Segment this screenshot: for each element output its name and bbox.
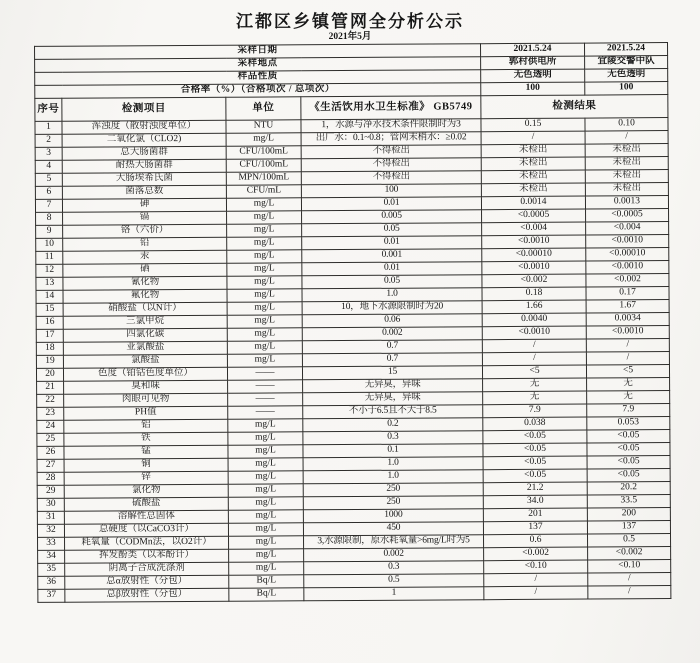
cell-result-1: <0.0005 <box>482 209 586 223</box>
cell-result-1: 7.9 <box>483 404 587 418</box>
report-month: 2021年5月 <box>328 32 372 42</box>
cell-item-name: 肉眼可见物 <box>64 393 228 407</box>
cell-result-1: 未检出 <box>481 183 585 197</box>
cell-unit: mg/L <box>229 549 304 562</box>
sample-property-label: 样品性质 <box>35 70 481 86</box>
cell-result-2: 0.17 <box>586 287 669 301</box>
cell-item-name: 臭和味 <box>64 380 228 394</box>
cell-item-name: 挥发酚类（以苯酚计） <box>65 549 229 563</box>
cell-standard: 250 <box>303 483 483 497</box>
cell-unit: mg/L <box>227 328 302 341</box>
cell-item-name: 铜 <box>64 458 228 472</box>
cell-standard: 0.01 <box>301 197 481 211</box>
cell-unit: mg/L <box>227 289 302 302</box>
cell-row-number: 3 <box>35 147 62 160</box>
sampling-location-label: 采样地点 <box>35 57 481 73</box>
cell-result-2: 0.10 <box>585 118 668 132</box>
cell-result-1: 201 <box>483 508 587 522</box>
cell-unit: mg/L <box>228 432 303 445</box>
cell-result-2: <0.10 <box>588 560 671 574</box>
cell-result-2: 未检出 <box>585 144 668 158</box>
cell-row-number: 29 <box>37 485 64 498</box>
cell-row-number: 8 <box>36 212 63 225</box>
cell-row-number: 18 <box>36 342 63 355</box>
cell-result-2: 未检出 <box>585 170 668 184</box>
cell-item-name: 阴离子合成洗涤剂 <box>65 562 229 576</box>
col-header-no: 序号 <box>35 98 62 121</box>
cell-row-number: 11 <box>36 251 63 264</box>
cell-item-name: 菌落总数 <box>62 185 226 199</box>
cell-standard: 0.7 <box>302 340 482 354</box>
cell-standard: 0.005 <box>302 210 482 224</box>
cell-item-name: 铅 <box>63 237 227 251</box>
cell-standard: 0.2 <box>303 418 483 432</box>
table-wrapper <box>0 42 700 603</box>
cell-result-1: 无 <box>483 378 587 392</box>
cell-item-name: 铁 <box>64 432 228 446</box>
cell-row-number: 20 <box>36 368 63 381</box>
cell-unit: mg/L <box>227 211 302 224</box>
cell-item-name: 铬（六价） <box>63 224 227 238</box>
cell-row-number: 7 <box>35 199 62 212</box>
cell-unit: mg/L <box>226 133 301 146</box>
cell-item-name: 硒 <box>63 263 227 277</box>
cell-standard: 无异臭，异味 <box>303 392 483 406</box>
cell-item-name: 铝 <box>64 419 228 433</box>
cell-unit: CFU/mL <box>226 185 301 198</box>
cell-result-2: 无 <box>587 391 670 405</box>
col-header-result: 检测结果 <box>481 95 668 119</box>
cell-unit: mg/L <box>227 224 302 237</box>
cell-row-number: 17 <box>36 329 63 342</box>
cell-unit: mg/L <box>229 562 304 575</box>
cell-result-2: <0.0005 <box>586 209 669 223</box>
cell-unit: mg/L <box>227 302 302 315</box>
cell-unit: CFU/100mL <box>226 159 301 172</box>
cell-item-name: 氯化物 <box>64 484 228 498</box>
cell-standard: 450 <box>303 522 483 536</box>
cell-item-name: 砷 <box>62 198 226 212</box>
cell-result-2: <0.05 <box>587 430 670 444</box>
cell-standard: 10，地下水源限制时为20 <box>302 301 482 315</box>
cell-standard: 0.5 <box>304 574 484 588</box>
cell-result-2: <5 <box>586 365 669 379</box>
sampling-location-value-2: 宜陵交警中队 <box>585 56 668 70</box>
cell-row-number: 9 <box>36 225 63 238</box>
cell-result-2: 0.5 <box>588 534 671 548</box>
cell-item-name: 硝酸盐（以N计） <box>63 302 227 316</box>
cell-result-1: / <box>482 352 586 366</box>
cell-unit: —— <box>228 406 303 419</box>
cell-result-2: 未检出 <box>585 157 668 171</box>
cell-result-2: <0.05 <box>587 456 670 470</box>
cell-result-2: 0.0013 <box>585 196 668 210</box>
cell-unit: mg/L <box>227 276 302 289</box>
cell-result-2: <0.05 <box>587 443 670 457</box>
cell-result-2: <0.002 <box>588 547 671 561</box>
cell-standard: 0.002 <box>304 548 484 562</box>
cell-unit: mg/L <box>227 263 302 276</box>
cell-standard: 不得检出 <box>301 171 481 185</box>
cell-row-number: 5 <box>35 173 62 186</box>
cell-item-name: PH值 <box>64 406 228 420</box>
cell-result-2: <0.002 <box>586 274 669 288</box>
cell-result-2: 20.2 <box>587 482 670 496</box>
cell-result-1: 137 <box>483 521 587 535</box>
cell-unit: mg/L <box>228 471 303 484</box>
cell-standard: 250 <box>303 496 483 510</box>
cell-standard: 不得检出 <box>301 145 481 159</box>
cell-item-name: 溶解性总固体 <box>64 510 228 524</box>
col-header-item: 检测项目 <box>62 97 226 121</box>
cell-row-number: 19 <box>36 355 63 368</box>
cell-standard: 15 <box>302 366 482 380</box>
cell-standard: 1000 <box>303 509 483 523</box>
cell-result-1: 未检出 <box>481 170 585 184</box>
cell-unit: CFU/100mL <box>226 146 301 159</box>
cell-standard: 1.0 <box>303 470 483 484</box>
cell-standard: 0.01 <box>302 236 482 250</box>
cell-row-number: 21 <box>37 381 64 394</box>
cell-unit: mg/L <box>228 523 303 536</box>
cell-standard: 0.1 <box>303 444 483 458</box>
cell-row-number: 2 <box>35 134 62 147</box>
cell-item-name: 氯酸盐 <box>63 354 227 368</box>
cell-row-number: 15 <box>36 303 63 316</box>
cell-row-number: 25 <box>37 433 64 446</box>
cell-row-number: 34 <box>38 550 65 563</box>
cell-standard: 0.002 <box>302 327 482 341</box>
cell-unit: mg/L <box>227 250 302 263</box>
cell-standard: 0.3 <box>303 431 483 445</box>
cell-unit: mg/L <box>228 484 303 497</box>
cell-unit: mg/L <box>228 419 303 432</box>
cell-item-name: 氰化物 <box>63 276 227 290</box>
cell-item-name: 色度（铂钴色度单位） <box>63 367 227 381</box>
cell-result-1: <0.002 <box>484 547 588 561</box>
cell-row-number: 33 <box>38 537 65 550</box>
cell-result-1: <0.0010 <box>482 326 586 340</box>
cell-item-name: 锰 <box>64 445 228 459</box>
cell-result-2: 200 <box>587 508 670 522</box>
cell-result-1: <0.05 <box>483 456 587 470</box>
cell-result-1: 未检出 <box>481 144 585 158</box>
cell-result-1: 21.2 <box>483 482 587 496</box>
cell-row-number: 32 <box>37 524 64 537</box>
cell-result-2: 33.5 <box>587 495 670 509</box>
cell-row-number: 26 <box>37 446 64 459</box>
pass-rate-label: 合格率（%）（合格项次 / 总项次） <box>35 83 481 99</box>
col-header-standard: 《生活饮用水卫生标准》 GB5749 <box>301 96 481 120</box>
cell-row-number: 35 <box>38 563 65 576</box>
cell-result-1: <5 <box>482 365 586 379</box>
cell-item-name: 镉 <box>63 211 227 225</box>
analysis-table-body <box>35 43 671 603</box>
cell-result-2: 未检出 <box>585 183 668 197</box>
cell-result-1: 0.18 <box>482 287 586 301</box>
cell-result-1: <0.05 <box>483 430 587 444</box>
cell-standard: 无异臭，异味 <box>303 379 483 393</box>
cell-row-number: 36 <box>38 576 65 589</box>
cell-result-2: / <box>588 573 671 587</box>
cell-item-name: 亚氯酸盐 <box>63 341 227 355</box>
cell-unit: Bq/L <box>229 575 304 588</box>
cell-row-number: 28 <box>37 472 64 485</box>
cell-row-number: 14 <box>36 290 63 303</box>
cell-standard: 0.05 <box>302 275 482 289</box>
cell-row-number: 10 <box>36 238 63 251</box>
cell-result-1: 0.038 <box>483 417 587 431</box>
cell-row-number: 6 <box>35 186 62 199</box>
cell-result-1: 0.0014 <box>481 196 585 210</box>
cell-unit: MPN/100mL <box>226 172 301 185</box>
cell-unit: —— <box>228 393 303 406</box>
cell-row-number: 31 <box>37 511 64 524</box>
sampling-location-value-1: 郭村供电所 <box>481 56 585 70</box>
cell-result-2: / <box>586 339 669 353</box>
cell-standard: 100 <box>301 184 481 198</box>
pass-rate-value-1: 100 <box>481 82 585 96</box>
cell-item-name: 硫酸盐 <box>64 497 228 511</box>
cell-unit: mg/L <box>228 445 303 458</box>
cell-result-2: / <box>588 586 671 600</box>
cell-result-1: / <box>481 131 585 145</box>
cell-result-1: <0.004 <box>482 222 586 236</box>
cell-item-name: 耐热大肠菌群 <box>62 159 226 173</box>
cell-item-name: 氟化物 <box>63 289 227 303</box>
cell-result-2: 1.67 <box>586 300 669 314</box>
cell-result-1: 未检出 <box>481 157 585 171</box>
cell-unit: mg/L <box>227 354 302 367</box>
cell-result-1: <0.10 <box>484 560 588 574</box>
cell-unit: —— <box>228 380 303 393</box>
page-title: 江都区乡镇管网全分析公示 <box>236 12 464 31</box>
cell-result-1: <0.05 <box>483 469 587 483</box>
cell-row-number: 16 <box>36 316 63 329</box>
cell-result-1: 34.0 <box>483 495 587 509</box>
cell-unit: mg/L <box>228 497 303 510</box>
cell-row-number: 12 <box>36 264 63 277</box>
cell-standard: 0.7 <box>302 353 482 367</box>
cell-result-2: / <box>585 131 668 145</box>
cell-item-name: 三氯甲烷 <box>63 315 227 329</box>
cell-item-name: 锌 <box>64 471 228 485</box>
cell-unit: mg/L <box>226 198 301 211</box>
cell-unit: mg/L <box>228 510 303 523</box>
cell-result-2: <0.05 <box>587 469 670 483</box>
cell-result-1: <0.002 <box>482 274 586 288</box>
cell-unit: NTU <box>226 120 301 133</box>
cell-item-name: 总β放射性（分包） <box>65 588 229 602</box>
cell-item-name: 四氯化碳 <box>63 328 227 342</box>
cell-unit: mg/L <box>227 237 302 250</box>
cell-result-2: 7.9 <box>587 404 670 418</box>
cell-standard: 3,水源限制，原水耗氧量>6mg/L时为5 <box>304 535 484 549</box>
cell-standard: 不得检出 <box>301 158 481 172</box>
cell-result-2: <0.004 <box>586 222 669 236</box>
cell-item-name: 耗氧量（CODMn法，以O2计） <box>65 536 229 550</box>
pass-rate-value-2: 100 <box>585 82 668 96</box>
cell-standard: 1 <box>304 587 484 601</box>
cell-result-1: <0.00010 <box>482 248 586 262</box>
sampling-date-label: 采样日期 <box>35 44 481 60</box>
cell-standard: 0.05 <box>302 223 482 237</box>
cell-unit: mg/L <box>228 458 303 471</box>
cell-result-1: / <box>482 339 586 353</box>
cell-standard: 1，水源与净水技术条件限制时为3 <box>301 119 481 133</box>
cell-item-name: 总α放射性（分包） <box>65 575 229 589</box>
cell-item-name: 浑浊度（散射浊度单位） <box>62 120 226 134</box>
cell-result-1: / <box>484 586 588 600</box>
cell-item-name: 总大肠菌群 <box>62 146 226 160</box>
cell-result-2: 0.053 <box>587 417 670 431</box>
cell-row-number: 30 <box>37 498 64 511</box>
cell-row-number: 4 <box>35 160 62 173</box>
cell-result-1: <0.05 <box>483 443 587 457</box>
cell-row-number: 22 <box>37 394 64 407</box>
cell-row-number: 1 <box>35 121 62 134</box>
cell-standard: 0.06 <box>302 314 482 328</box>
cell-item-name: 大肠埃希氏菌 <box>62 172 226 186</box>
cell-row-number: 24 <box>37 420 64 433</box>
cell-item-name: 总硬度（以CaCO3计） <box>64 523 228 537</box>
cell-result-2: / <box>586 352 669 366</box>
cell-item-name: 二氧化氯（CLO2) <box>62 133 226 147</box>
cell-result-1: 1.66 <box>482 300 586 314</box>
cell-row-number: 23 <box>37 407 64 420</box>
cell-result-2: <0.0010 <box>586 235 669 249</box>
cell-result-2: 0.0034 <box>586 313 669 327</box>
cell-unit: mg/L <box>227 341 302 354</box>
cell-standard: 不小于6.5且不大于8.5 <box>303 405 483 419</box>
cell-result-2: 无 <box>587 378 670 392</box>
sampling-date-value-1: 2021.5.24 <box>481 43 585 57</box>
cell-row-number: 13 <box>36 277 63 290</box>
cell-standard: 1.0 <box>302 288 482 302</box>
cell-result-1: 无 <box>483 391 587 405</box>
cell-row-number: 27 <box>37 459 64 472</box>
cell-result-2: 137 <box>587 521 670 535</box>
cell-result-1: 0.6 <box>484 534 588 548</box>
cell-result-1: / <box>484 573 588 587</box>
cell-result-2: <0.00010 <box>586 248 669 262</box>
cell-result-1: 0.0040 <box>482 313 586 327</box>
cell-unit: mg/L <box>227 315 302 328</box>
analysis-table <box>34 42 671 603</box>
cell-standard: 1.0 <box>303 457 483 471</box>
cell-standard: 0.3 <box>304 561 484 575</box>
sample-property-value-1: 无色透明 <box>481 69 585 83</box>
cell-result-1: <0.0010 <box>482 235 586 249</box>
cell-standard: 0.01 <box>302 262 482 276</box>
cell-standard: 出厂水：0.1~0.8；管网末梢水：≥0.02 <box>301 132 481 146</box>
cell-standard: 0.001 <box>302 249 482 263</box>
cell-item-name: 汞 <box>63 250 227 264</box>
cell-result-2: <0.0010 <box>586 261 669 275</box>
sample-property-value-2: 无色透明 <box>585 69 668 83</box>
sampling-date-value-2: 2021.5.24 <box>585 43 668 57</box>
col-header-unit: 单位 <box>226 97 301 120</box>
cell-unit: Bq/L <box>229 588 304 601</box>
cell-row-number: 37 <box>38 589 65 602</box>
cell-result-2: <0.0010 <box>586 326 669 340</box>
cell-result-1: <0.0010 <box>482 261 586 275</box>
cell-result-1: 0.15 <box>481 118 585 132</box>
cell-unit: mg/L <box>229 536 304 549</box>
cell-unit: —— <box>227 367 302 380</box>
